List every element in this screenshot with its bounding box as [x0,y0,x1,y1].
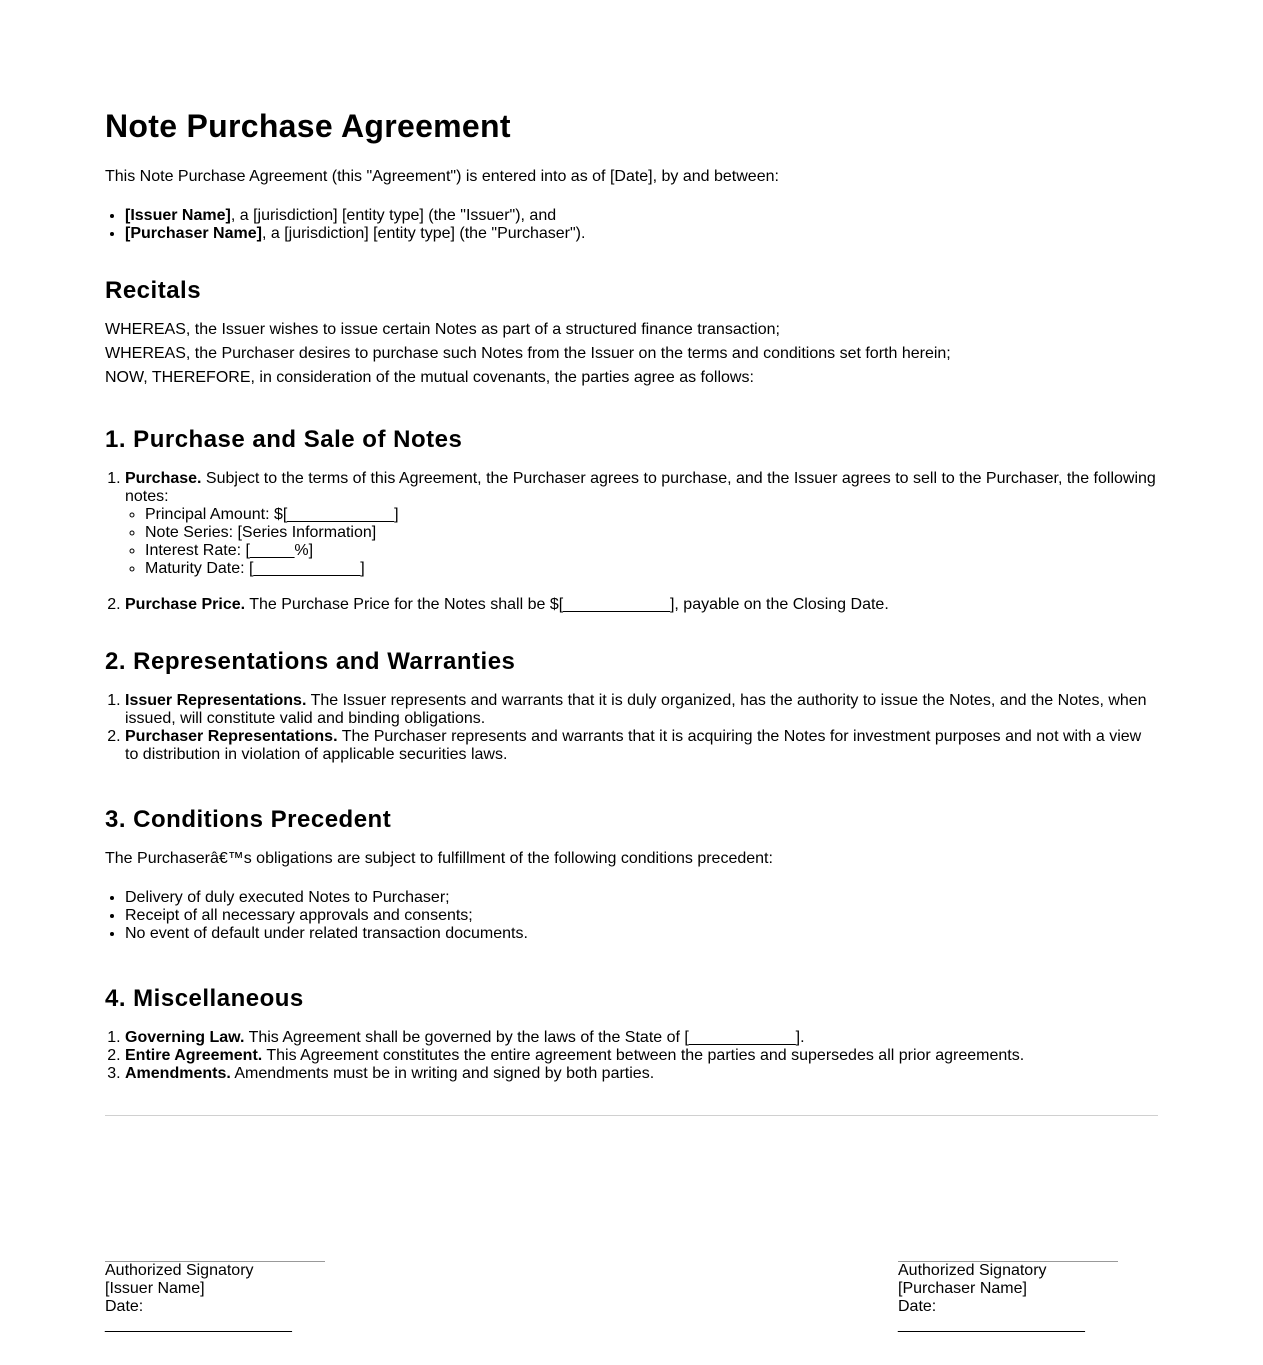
item-label: Governing Law. [125,1029,245,1046]
section4-item-entire-agreement [125,1047,1158,1065]
section1-list [105,470,1158,614]
item-label: Entire Agreement. [125,1047,263,1064]
note-term-principal: ◦ Principal Amount: $[____________] [145,506,1158,524]
section1-heading: 1. Purchase and Sale of Notes [105,426,463,453]
issuer-signature [105,1261,327,1334]
item-label: Issuer Representations. [125,692,307,709]
note-term-series: ◦ Note Series: [Series Information] [145,524,1158,542]
item-text: This Agreement constitutes the entire agreement between the parties and supersedes all prior agreements. [262,1047,1025,1064]
recital-line: WHEREAS, the Purchaser desires to purchase such Notes from the Issuer on the terms and conditions set forth herein; [105,345,951,362]
purchaser-signature [898,1261,1120,1334]
section3-intro: The Purchaserâ€™s obligations are subject to fulfillment of the following conditions precedent: [105,850,773,867]
item-text: The Purchase Price for the Notes shall be $[____________], payable on the Closing Date. [245,596,889,613]
party-issuer-desc: , a [jurisdiction] [entity type] (the "Issuer"), and [230,207,557,224]
issuer-signatory-title: Authorized Signatory [105,1262,254,1279]
party-purchaser [125,225,1158,243]
party-issuer [125,207,1158,225]
section4-heading: 4. Miscellaneous [105,985,304,1012]
issuer-signatory-date: Date: _____________________ [105,1298,292,1333]
item-label: Amendments. [125,1065,231,1082]
note-terms-list [125,506,1158,578]
party-purchaser-name: [Purchaser Name] [125,225,262,242]
note-term-maturity: ◦ Maturity Date: [____________] [145,560,1158,578]
item-text: The Issuer represents and warrants that it is duly organized, has the authority to issue the Notes, and the Notes, when issued, will constitute valid and binding obligations. [125,692,1147,727]
signature-block [105,1116,1158,1336]
section1-item-price [125,596,1158,614]
purchaser-signatory-title: Authorized Signatory [898,1262,1047,1279]
party-purchaser-desc: , a [jurisdiction] [entity type] (the "Purchaser"). [261,225,586,242]
purchaser-signatory-name: [Purchaser Name] [898,1280,1027,1297]
section4-item-amendments [125,1065,1158,1083]
item-label: Purchaser Representations. [125,728,338,745]
purchaser-signatory-date: Date: _____________________ [898,1298,1085,1333]
intro-paragraph: This Note Purchase Agreement (this "Agreement") is entered into as of [Date], by and between: [105,168,779,185]
parties-list [105,207,1158,243]
issuer-signatory-name: [Issuer Name] [105,1280,205,1297]
section2-item-issuer [125,692,1158,728]
section4-list [105,1029,1158,1083]
section2-item-purchaser [125,728,1158,764]
party-issuer-name: [Issuer Name] [125,207,231,224]
item-text: Amendments must be in writing and signed by both parties. [230,1065,655,1082]
recitals-block [105,318,1158,390]
item-text: Subject to the terms of this Agreement, the Purchaser agrees to purchase, and the Issuer agrees to sell to the Purchaser, the following notes: [125,470,1156,505]
item-label: Purchase. [125,470,202,487]
item-label: Purchase Price. [125,596,246,613]
condition-item: • Receipt of all necessary approvals and consents; [125,907,1158,925]
item-text: The Purchaser represents and warrants that it is acquiring the Notes for investment purposes and not with a view to distribution in violation of applicable securities laws. [125,728,1142,763]
item-text: This Agreement shall be governed by the laws of the State of [____________]. [244,1029,805,1046]
section2-heading: 2. Representations and Warranties [105,648,516,675]
note-term-interest: ◦ Interest Rate: [_____%] [145,542,1158,560]
section3-heading: 3. Conditions Precedent [105,806,392,833]
section1-item-purchase [125,470,1158,578]
section4-item-governing-law [125,1029,1158,1047]
conditions-list [105,889,1158,943]
recital-line: NOW, THEREFORE, in consideration of the mutual covenants, the parties agree as follows: [105,369,754,386]
recital-line: WHEREAS, the Issuer wishes to issue certain Notes as part of a structured finance transaction; [105,321,780,338]
condition-item: • No event of default under related transaction documents. [125,925,1158,943]
condition-item: • Delivery of duly executed Notes to Purchaser; [125,889,1158,907]
section2-list [105,692,1158,764]
recitals-heading: Recitals [105,277,202,304]
document-title: Note Purchase Agreement [105,108,511,144]
